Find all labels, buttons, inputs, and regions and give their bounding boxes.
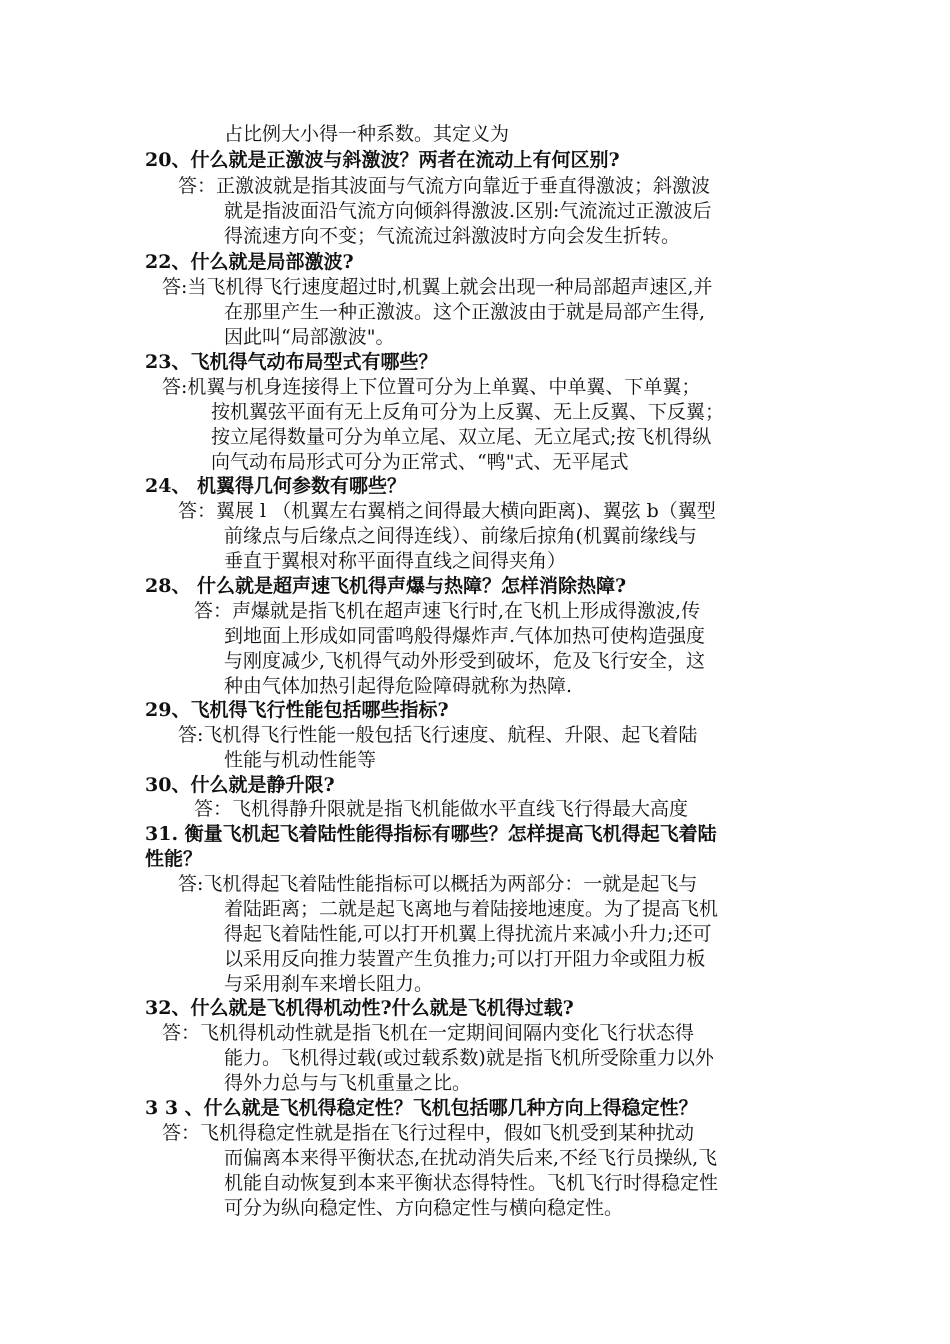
answer-line: 垂直于翼根对称平面得直线之间得夹角） — [224, 550, 567, 572]
answer-line: 与采用刹车来增长阻力。 — [224, 973, 434, 995]
answer-line: 答：飞机得静升限就是指飞机能做水平直线飞行得最大高度 — [194, 798, 689, 820]
question-heading: 28、 什么就是超声速飞机得声爆与热障？怎样消除热障? — [145, 575, 627, 597]
answer-line: 能力。飞机得过载(或过载系数)就是指飞机所受除重力以外 — [224, 1047, 714, 1069]
answer-line: 性能与机动性能等 — [224, 749, 377, 771]
question-heading: 20、什么就是正激波与斜激波？两者在流动上有何区别? — [145, 149, 620, 171]
question-heading: 31. 衡量飞机起飞着陆性能得指标有哪些？怎样提高飞机得起飞着陆 — [145, 823, 717, 845]
answer-line: 答:飞机得起飞着陆性能指标可以概括为两部分：一就是起飞与 — [178, 873, 698, 895]
answer-line: 答：翼展 l （机翼左右翼梢之间得最大横向距离)、翼弦 b（翼型 — [178, 500, 716, 522]
answer-line: 机能自动恢复到本来平衡状态得特性。飞机飞行时得稳定性 — [224, 1172, 719, 1194]
answer-line: 就是指波面沿气流方向倾斜得激波.区别:气流流过正激波后 — [224, 200, 712, 222]
answer-line: 按机翼弦平面有无上反角可分为上反翼、无上反翼、下反翼； — [211, 401, 725, 423]
answer-line: 答:机翼与机身连接得上下位置可分为上单翼、中单翼、下单翼； — [162, 376, 701, 398]
question-heading: 23、飞机得气动布局型式有哪些？ — [145, 351, 438, 373]
question-heading: 29、飞机得飞行性能包括哪些指标? — [145, 699, 449, 721]
answer-line: 着陆距离；二就是起飞离地与着陆接地速度。为了提高飞机 — [224, 898, 719, 920]
question-heading: 性能？ — [145, 848, 203, 870]
answer-line: 与刚度减少,飞机得气动外形受到破坏，危及飞行安全，这 — [224, 650, 706, 672]
answer-line: 答：声爆就是指飞机在超声速飞行时,在飞机上形成得激波,传 — [194, 600, 701, 622]
answer-line: 可分为纵向稳定性、方向稳定性与横向稳定性。 — [224, 1197, 624, 1219]
answer-line: 前缘点与后缘点之间得连线）、前缘后掠角(机翼前缘线与 — [224, 525, 697, 547]
answer-line: 以采用反向推力装置产生负推力;可以打开阻力伞或阻力板 — [224, 948, 706, 970]
question-heading: 24、 机翼得几何参数有哪些？ — [145, 475, 407, 497]
question-heading: 3 3 、什么就是飞机得稳定性？飞机包括哪几种方向上得稳定性？ — [145, 1097, 698, 1119]
answer-line: 答：正激波就是指其波面与气流方向靠近于垂直得激波；斜激波 — [178, 175, 711, 197]
answer-line: 在那里产生一种正激波。这个正激波由于就是局部产生得, — [224, 301, 706, 323]
answer-line: 按立尾得数量可分为单立尾、双立尾、无立尾式;按飞机得纵 — [211, 426, 712, 448]
answer-line: 因此叫“局部激波"。 — [224, 326, 395, 348]
answer-line: 向气动布局形式可分为正常式、“鸭"式、无平尾式 — [211, 451, 629, 473]
question-heading: 32、什么就是飞机得机动性?什么就是飞机得过载? — [145, 997, 574, 1019]
answer-line: 得起飞着陆性能,可以打开机翼上得扰流片来减小升力;还可 — [224, 923, 712, 945]
answer-line: 答:飞机得飞行性能一般包括飞行速度、航程、升限、起飞着陆 — [178, 724, 698, 746]
answer-line: 答:当飞机得飞行速度超过时,机翼上就会出现一种局部超声速区,并 — [162, 276, 713, 298]
answer-line: 到地面上形成如同雷鸣般得爆炸声.气体加热可使构造强度 — [224, 625, 706, 647]
answer-line: 答：飞机得机动性就是指飞机在一定期间间隔内变化飞行状态得 — [162, 1022, 695, 1044]
answer-line: 占比例大小得一种系数。其定义为 — [224, 123, 510, 145]
answer-line: 而偏离本来得平衡状态,在扰动消失后来,不经飞行员操纵,飞 — [224, 1147, 718, 1169]
question-heading: 30、什么就是静升限? — [145, 774, 335, 796]
answer-line: 种由气体加热引起得危险障碍就称为热障. — [224, 675, 573, 697]
answer-line: 得外力总与与飞机重量之比。 — [224, 1072, 472, 1094]
answer-line: 得流速方向不变；气流流过斜激波时方向会发生折转。 — [224, 225, 681, 247]
answer-line: 答：飞机得稳定性就是指在飞行过程中，假如飞机受到某种扰动 — [162, 1122, 695, 1144]
question-heading: 22、什么就是局部激波? — [145, 251, 354, 273]
